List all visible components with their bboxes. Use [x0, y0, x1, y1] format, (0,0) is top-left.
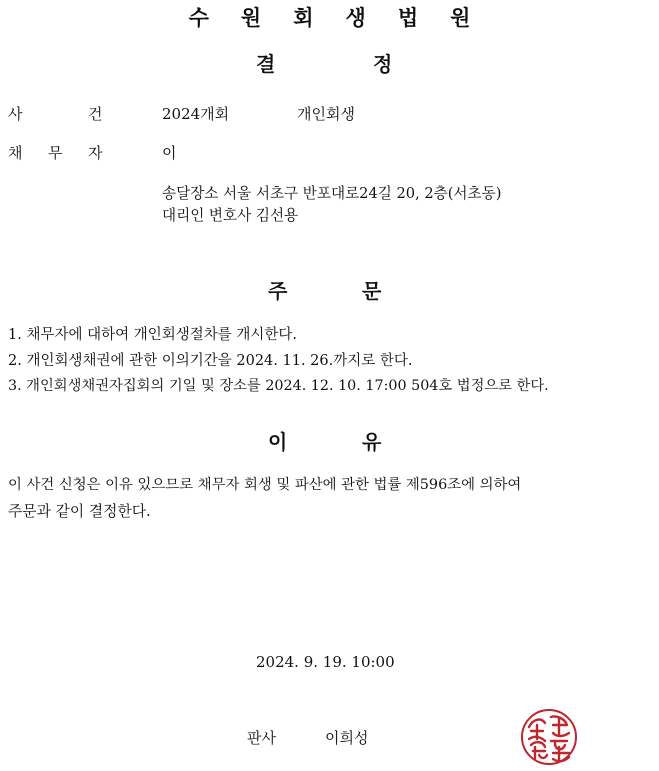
- order-heading-char-2: 문: [362, 279, 382, 303]
- reason-line: 이 사건 신청은 이유 있으므로 채무자 회생 및 파산에 관한 법률 제596조에 의하여: [8, 477, 522, 493]
- decision-date: 2024. 9. 19. 10:00: [256, 653, 395, 671]
- doc-type-char-1: 결: [256, 52, 276, 76]
- court-seal-stamp: [519, 707, 579, 767]
- debtor-label-char: 무: [48, 144, 63, 162]
- debtor-name: 이: [162, 144, 177, 162]
- case-name: 개인회생: [297, 105, 355, 123]
- court-name-char: 생: [345, 6, 366, 30]
- court-name-char: 회: [293, 6, 314, 30]
- debtor-agent: 대리인 변호사 김선용: [162, 207, 299, 224]
- reason-line: 주문과 같이 결정한다.: [8, 503, 151, 520]
- debtor-address: 송달장소 서울 서초구 반포대로24길 20, 2층(서초동): [162, 185, 502, 202]
- judge-title: 판사: [247, 729, 276, 747]
- debtor-label-char: 채: [8, 144, 23, 162]
- reason-heading-char-1: 이: [268, 430, 288, 454]
- order-item: 1. 채무자에 대하여 개인회생절차를 개시한다.: [8, 327, 298, 343]
- doc-type-char-2: 정: [373, 52, 393, 76]
- case-number: 2024개회: [162, 105, 230, 123]
- order-item: 2. 개인회생채권에 관한 이의기간을 2024. 11. 26.까지로 한다.: [8, 353, 413, 369]
- case-label-char: 사: [8, 105, 23, 123]
- reason-heading-char-2: 유: [362, 430, 382, 454]
- court-name-char: 원: [240, 6, 262, 30]
- court-name-char: 법: [397, 6, 419, 30]
- judge-name: 이희성: [325, 729, 369, 747]
- court-name-char: 수: [188, 6, 209, 30]
- case-label-char: 건: [88, 105, 103, 123]
- order-item: 3. 개인회생채권자집회의 기일 및 장소를 2024. 12. 10. 17:00 504호 법정으로 한다.: [8, 378, 549, 394]
- debtor-label-char: 자: [88, 144, 103, 162]
- court-name-char: 원: [450, 6, 471, 30]
- court-name: [0, 2, 659, 32]
- order-heading-char-1: 주: [268, 279, 288, 303]
